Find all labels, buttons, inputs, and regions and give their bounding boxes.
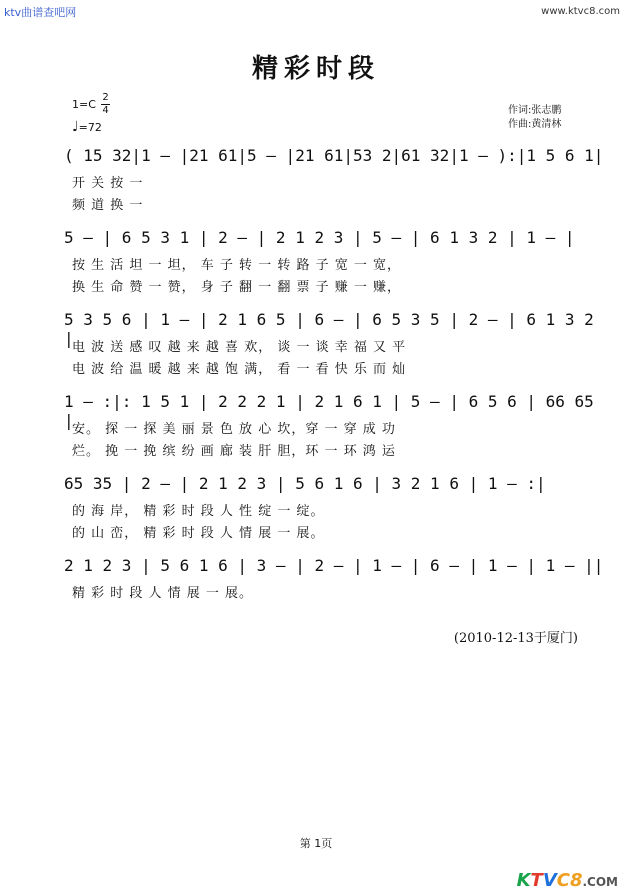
meter-top: 2	[102, 92, 109, 103]
notation-row: 5 – | 6 5 3 1 | 2 – | 2 1 2 3 | 5 – | 6 1 3 2 | 1 – |	[64, 228, 575, 247]
lyric-line-2: 烂。 挽 一 挽 缤 纷 画 廊 装 肝 胆，环 一 环 鸿 运	[72, 444, 396, 459]
logo-letter-c8: C8	[556, 870, 583, 891]
lyric-line-1: 安。 探 一 探 美 丽 景 色 放 心 坎，穿 一 穿 成 功	[72, 422, 396, 437]
lyric-line-2: 换 生 命 赞 一 赞， 身 子 翻 一 翻 票 子 赚 一 赚，	[72, 280, 401, 295]
lyric-line-1: 的 海 岸， 精 彩 时 段 人 性 绽 一 绽。	[72, 504, 325, 519]
tempo-value: =72	[78, 121, 102, 134]
notation-row: ( 15 32|1 – |21 61|5 – |21 61|53 2|61 32|1 – ):|1 5 6 1|	[64, 146, 604, 165]
lyric-line-1: 开 关 按 一	[72, 176, 144, 191]
composition-date: (2010-12-13于厦门)	[453, 631, 578, 646]
lyric-line-1: 电 波 送 感 叹 越 来 越 喜 欢， 谈 一 谈 幸 福 又 平	[72, 340, 407, 355]
key-signature: 1=C	[72, 98, 96, 111]
lyric-line-2: 频 道 换 一	[72, 198, 144, 213]
quarter-note-icon: ♩	[72, 119, 79, 135]
time-signature	[101, 92, 110, 117]
watermark-left: ktv曲谱查吧网	[4, 6, 77, 19]
site-logo	[517, 870, 618, 891]
tempo-marking	[72, 119, 102, 135]
notation-row: 65 35 | 2 – | 2 1 2 3 | 5 6 1 6 | 3 2 1 6 | 1 – :|	[64, 474, 546, 493]
page-number: 第 1页	[299, 837, 333, 850]
lyricist-credit: 作词:张志鹏	[508, 105, 562, 116]
notation-row: 2 1 2 3 | 5 6 1 6 | 3 – | 2 – | 1 – | 6 – | 1 – | 1 – ||	[64, 556, 604, 575]
logo-letter-k: K	[516, 870, 531, 891]
lyric-line-1: 按 生 活 坦 一 坦， 车 子 转 一 转 路 子 宽 一 宽，	[72, 258, 401, 273]
song-title: 精彩时段	[251, 54, 380, 84]
logo-letter-t: T	[530, 870, 543, 891]
notation-row: 5 3 5 6 | 1 – | 2 1 6 5 | 6 – | 6 5 3 5 | 2 – | 6 1 3 2 |	[64, 310, 594, 348]
lyric-line-2: 的 山 峦， 精 彩 时 段 人 情 展 一 展。	[72, 526, 325, 541]
lyric-line-1: 精 彩 时 段 人 情 展 一 展。	[72, 586, 254, 601]
watermark-right: www.ktvc8.com	[541, 6, 620, 17]
notation-row: 1 – :|: 1 5 1 | 2 2 2 1 | 2 1 6 1 | 5 – | 6 5 6 | 66 65 |	[64, 392, 594, 430]
lyric-line-2: 电 波 给 温 暖 越 来 越 饱 满， 看 一 看 快 乐 而 灿	[72, 362, 407, 377]
logo-letter-v: V	[542, 870, 557, 891]
composer-credit: 作曲:黄清林	[508, 119, 562, 130]
meter-bottom: 4	[102, 105, 109, 116]
logo-domain: .COM	[582, 875, 618, 889]
